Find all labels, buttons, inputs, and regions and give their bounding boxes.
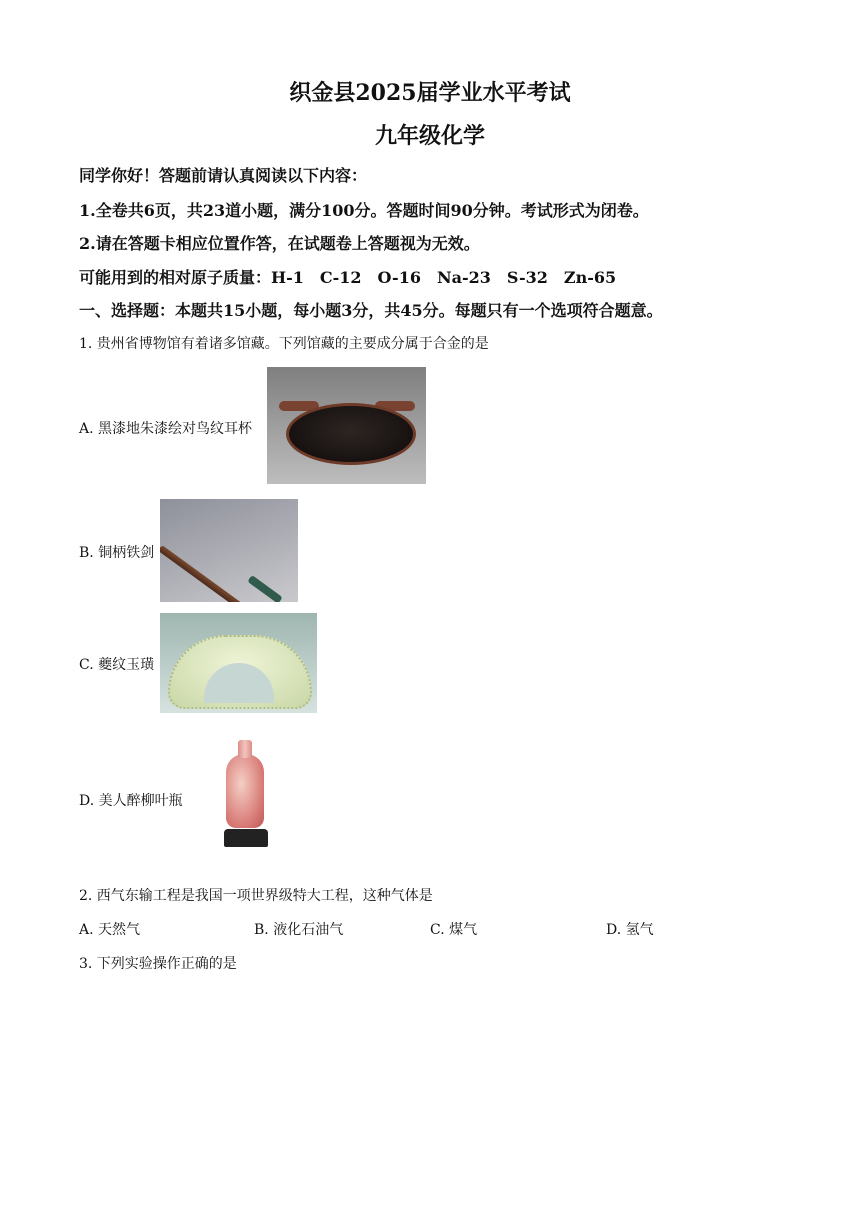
question-2-option-c: C. 煤气: [430, 922, 478, 938]
question-1-stem: 1. 贵州省博物馆有着诸多馆藏。下列馆藏的主要成分属于合金的是: [79, 336, 489, 352]
instruction-item-2: 2.请在答题卡相应位置作答，在试题卷上答题视为无效。: [79, 234, 480, 253]
vase-neck: [238, 740, 252, 758]
willow-leaf-vase-image: [216, 736, 276, 856]
question-2-option-d: D. 氢气: [606, 922, 654, 938]
jade-huang-image: [160, 613, 317, 713]
question-3-stem: 3. 下列实验操作正确的是: [79, 956, 237, 972]
lacquer-cup: [286, 403, 416, 465]
question-1-option-a: A. 黑漆地朱漆绘对鸟纹耳杯: [79, 421, 253, 437]
ear-cup-image: [267, 367, 426, 484]
question-2-option-a: A. 天然气: [79, 922, 141, 938]
question-2-stem: 2. 西气东输工程是我国一项世界级特大工程，这种气体是: [79, 888, 433, 904]
vase-body: [226, 754, 264, 828]
vase-stand: [224, 829, 268, 847]
atomic-masses: 可能用到的相对原子质量：H-1 C-12 O-16 Na-23 S-32 Zn-65: [79, 268, 617, 287]
sword-blade: [160, 545, 253, 602]
bronze-iron-sword-image: [160, 499, 298, 602]
question-1-option-b: B. 铜柄铁剑: [79, 545, 155, 561]
exam-subtitle: 九年级化学: [374, 123, 485, 149]
question-2-option-b: B. 液化石油气: [254, 922, 344, 938]
question-1-option-d: D. 美人醉柳叶瓶: [79, 793, 183, 809]
exam-title: 织金县2025届学业水平考试: [289, 80, 571, 106]
instruction-item-1: 1.全卷共6页，共23道小题，满分100分。答题时间90分钟。考试形式为闭卷。: [79, 201, 649, 220]
sword-hilt: [247, 575, 282, 602]
instructions-greeting: 同学你好！答题前请认真阅读以下内容：: [79, 166, 368, 185]
question-1-option-c: C. 夔纹玉璜: [79, 657, 155, 673]
section-heading: 一、选择题：本题共15小题，每小题3分，共45分。每题只有一个选项符合题意。: [79, 301, 663, 320]
